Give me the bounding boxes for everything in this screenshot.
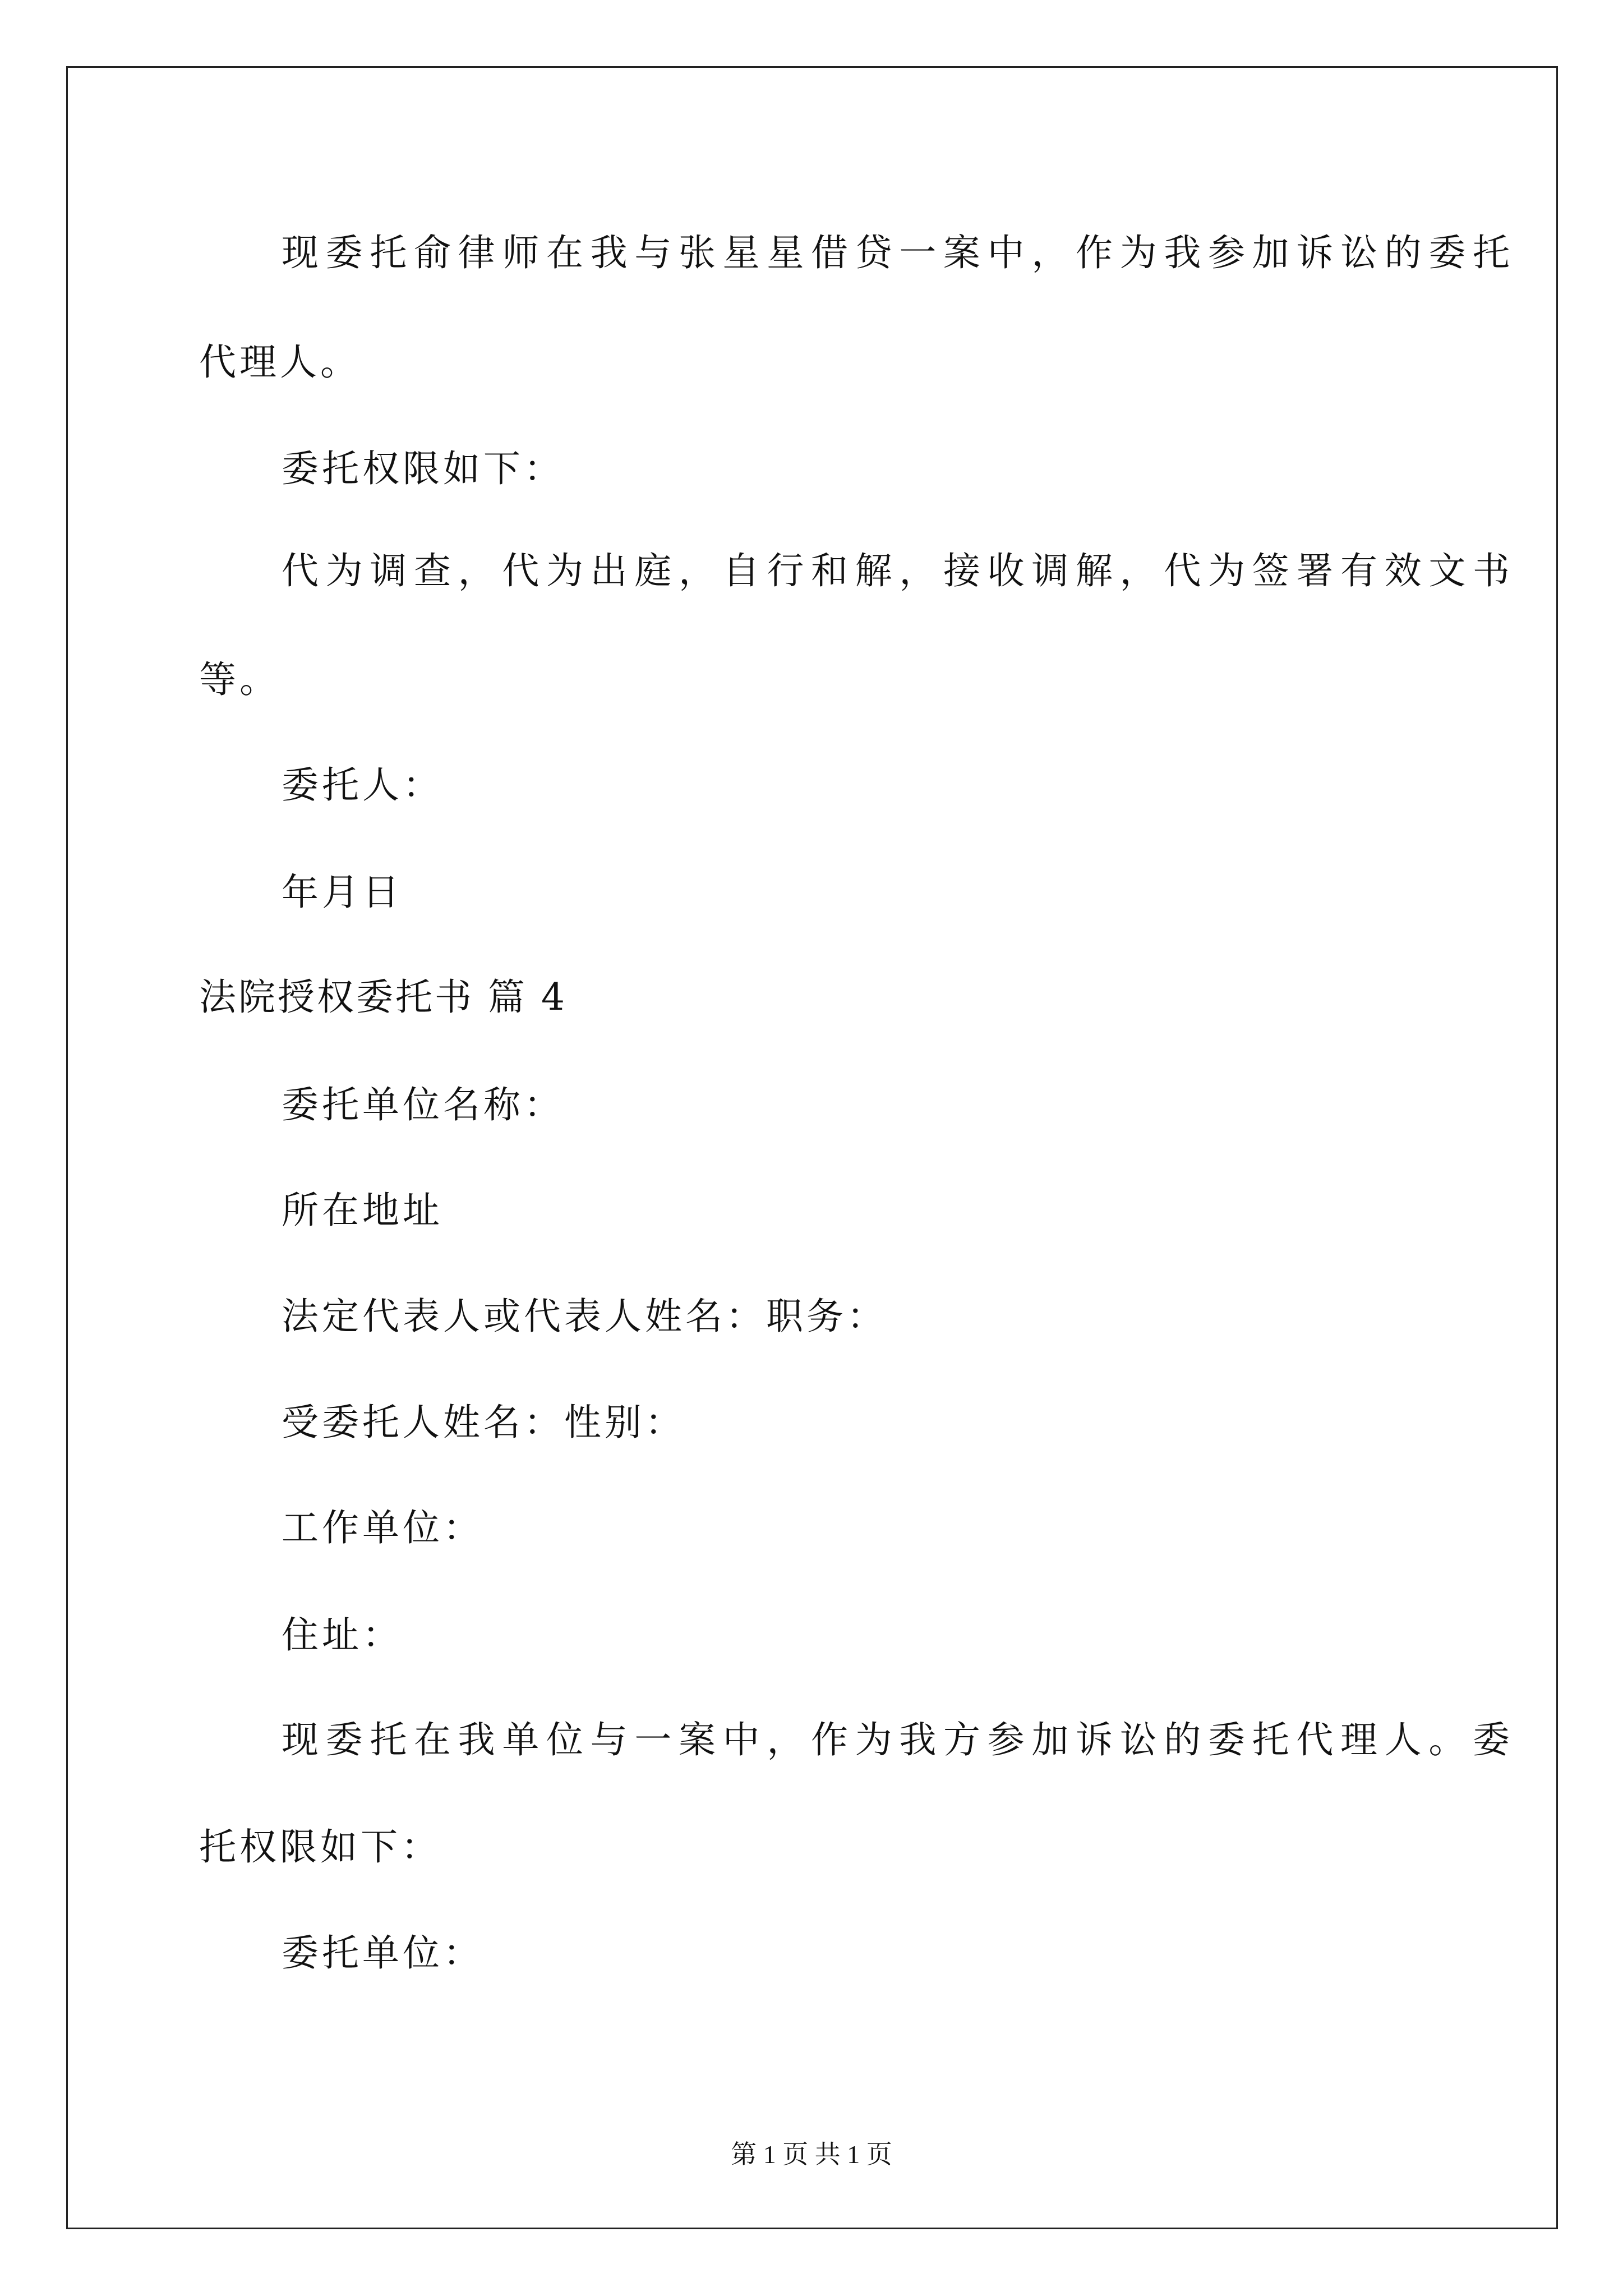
page-border bbox=[66, 66, 1558, 2229]
paragraph-line: 年月日 bbox=[282, 871, 403, 914]
paragraph-line: 受委托人姓名：性别： bbox=[282, 1401, 685, 1444]
paragraph-line: 委托权限如下： bbox=[282, 447, 564, 490]
paragraph-line: 工作单位： bbox=[282, 1506, 483, 1549]
paragraph-line: 委托单位名称： bbox=[282, 1083, 564, 1126]
paragraph-line: 现委托俞律师在我与张星星借贷一案中，作为我参加诉讼的委托 bbox=[282, 231, 1510, 274]
paragraph-line: 代为调查，代为出庭，自行和解，接收调解，代为签署有效文书 bbox=[282, 549, 1510, 592]
paragraph-line: 等。 bbox=[199, 658, 280, 701]
paragraph-line: 代理人。 bbox=[199, 341, 361, 384]
section-heading: 法院授权委托书 篇 4 bbox=[199, 976, 567, 1019]
paragraph-line: 托权限如下： bbox=[199, 1825, 441, 1869]
paragraph-line: 委托人： bbox=[282, 763, 443, 807]
paragraph-line: 法定代表人或代表人姓名：职务： bbox=[282, 1295, 887, 1338]
paragraph-line: 委托单位： bbox=[282, 1931, 483, 1975]
paragraph-line: 所在地址 bbox=[282, 1189, 443, 1232]
paragraph-line: 现委托在我单位与一案中，作为我方参加诉讼的委托代理人。委 bbox=[282, 1718, 1510, 1761]
paragraph-line: 住址： bbox=[282, 1613, 403, 1657]
page-footer: 第 1 页 共 1 页 bbox=[731, 2140, 892, 2169]
